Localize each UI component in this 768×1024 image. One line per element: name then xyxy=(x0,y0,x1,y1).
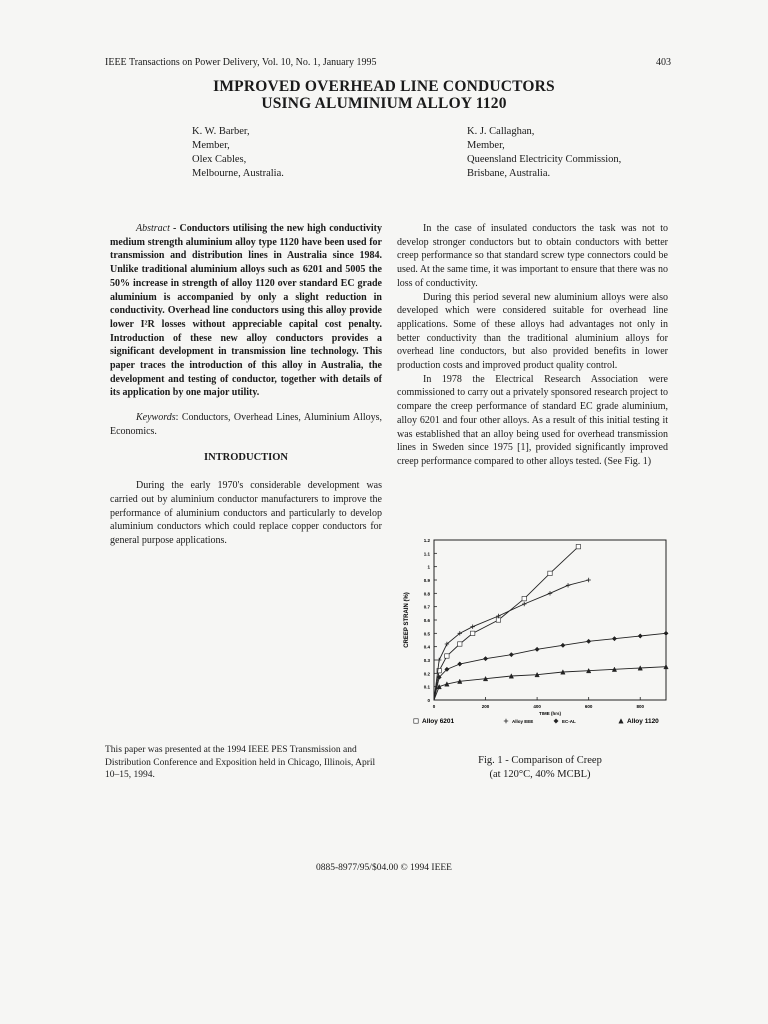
left-column xyxy=(110,222,382,548)
data-point xyxy=(483,656,487,660)
data-point xyxy=(586,639,590,643)
data-point xyxy=(522,602,526,606)
author-org: Olex Cables, xyxy=(192,154,247,165)
author-block-1 xyxy=(192,125,284,181)
abstract-text: - Conductors utilising the new high conductivity medium strength aluminium alloy type 1120 have been used for transmission and distribution lines in Australia since 1984. Unlike traditional aluminium alloys such as 6201 and 5005 the 50% increase in strength of alloy 1120 over standard EC grade aluminium is accompanied by only a slight reduction in conductivity. Overhead line conductors using this alloy provide lower I²R losses without appreciable capital cost penalty. Introduction of these new alloy conductors provides a significant development in transmission line technology. This paper traces the introduction of this alloy in Australia, the development and testing of conductor, together with details of its application by one major utility. xyxy=(110,223,382,399)
author-org: Queensland Electricity Commission, xyxy=(467,154,622,165)
data-point xyxy=(496,618,500,622)
paragraph-era-testing: In 1978 the Electrical Research Association were commissioned to carry out a privately sponsored research project to compare the creep performance of standard EC grade aluminium, alloy 6201 and four other alloys. As a result of this initial testing it was established that an alloy being used for overhead transmission lines in Sweden since 1975 [1], provided significantly improved creep performance compared to other alloys tested. (See Fig. 1) xyxy=(397,373,668,467)
series-line-alloy-1120 xyxy=(434,667,666,700)
legend-entry: EC-AL xyxy=(562,719,576,724)
title-line-1: IMPROVED OVERHEAD LINE CONDUCTORS xyxy=(213,78,555,95)
author-grade: Member, xyxy=(192,140,230,151)
data-point xyxy=(664,631,668,635)
author-grade: Member, xyxy=(467,140,505,151)
data-point xyxy=(548,591,552,595)
running-header xyxy=(105,57,671,68)
y-tick-label: 0.9 xyxy=(423,578,430,583)
abstract-label: Abstract xyxy=(136,223,170,234)
series-line-ec-al xyxy=(434,633,666,700)
x-axis-label: TIME (hrs) xyxy=(539,711,561,716)
copyright-line: 0885-8977/95/$04.00 © 1994 IEEE xyxy=(316,863,452,873)
keywords xyxy=(110,411,382,438)
data-point xyxy=(445,654,449,658)
author-block-2 xyxy=(467,125,621,181)
section-heading-introduction: INTRODUCTION xyxy=(203,451,288,463)
x-tick-label: 0 xyxy=(432,704,436,709)
series-line-alloy-6201 xyxy=(434,547,578,700)
y-tick-label: 0 xyxy=(427,698,430,703)
journal-citation: IEEE Transactions on Power Delivery, Vol. 10, No. 1, January 1995 xyxy=(105,57,377,68)
data-point xyxy=(470,631,474,635)
paragraph-insulated-conductors: In the case of insulated conductors the task was not to develop stronger conductors but to obtain conductors with better creep performance so that standard screw type connectors could be used. At the same time, it was important to ensure that there was no loss of conductivity. xyxy=(397,223,668,289)
y-tick-label: 0.7 xyxy=(423,604,430,610)
footnote: This paper was presented at the 1994 IEEE PES Transmission and Distribution Conference and Exposition held in Chicago, Illinois, April 10–15, 1994. xyxy=(105,745,376,780)
data-point xyxy=(548,571,552,575)
y-tick-label: 1.2 xyxy=(423,538,430,543)
data-point xyxy=(576,544,580,548)
y-axis-label: CREEP STRAIN (%) xyxy=(404,592,410,648)
creep-chart xyxy=(396,530,676,735)
data-point xyxy=(566,583,570,587)
y-tick-label: 1 xyxy=(427,564,430,570)
paper-title xyxy=(0,78,768,112)
x-tick-label: 200 xyxy=(481,704,490,709)
x-tick-label: 600 xyxy=(584,704,593,709)
y-tick-label: 1.1 xyxy=(423,551,430,557)
author-name: K. W. Barber, xyxy=(192,126,250,137)
y-tick-label: 0.4 xyxy=(423,644,430,650)
title-line-2: USING ALUMINIUM ALLOY 1120 xyxy=(261,95,507,112)
legend-entry: Alloy 6201 xyxy=(422,718,455,725)
y-tick-label: 0.3 xyxy=(423,658,430,663)
plot-frame xyxy=(434,540,666,700)
y-tick-label: 0.8 xyxy=(423,591,430,597)
author-name: K. J. Callaghan, xyxy=(467,126,535,137)
data-point xyxy=(586,578,590,582)
abstract xyxy=(110,222,382,400)
y-tick-label: 0.1 xyxy=(423,684,430,690)
figure-caption xyxy=(440,754,640,782)
y-tick-label: 0.6 xyxy=(423,618,430,623)
data-point xyxy=(535,647,539,651)
data-point xyxy=(414,719,418,723)
right-column xyxy=(397,222,668,469)
author-place: Melbourne, Australia. xyxy=(192,168,284,179)
data-point xyxy=(458,642,462,646)
data-point xyxy=(504,719,508,723)
data-point xyxy=(612,636,616,640)
introduction-paragraph: During the early 1970's considerable development was carried out by aluminium conductor manufacturers to improve the performance of aluminium conductors and particularly to develop aluminium conductors which could replace copper conductors for general purpose applications. xyxy=(110,480,382,547)
legend-entry: Alloy EEE xyxy=(512,719,534,724)
x-tick-label: 800 xyxy=(636,704,644,709)
author-place: Brisbane, Australia. xyxy=(467,168,551,179)
y-tick-label: 0.2 xyxy=(423,671,430,677)
data-point xyxy=(437,658,441,662)
data-point xyxy=(638,634,642,638)
data-point xyxy=(470,624,474,628)
paragraph-new-alloys: During this period several new aluminium alloys were also developed which were considered suitable for overhead line applications. Some of these alloys had advantages not only in better conductivity than the traditional aluminium alloys for overhead line conductors, but also provided benefits in lower production costs and improved product quality control. xyxy=(397,291,668,372)
caption-line-2: (at 120°C, 40% MCBL) xyxy=(489,769,591,780)
page-number: 403 xyxy=(656,57,671,68)
data-point xyxy=(458,662,462,666)
keywords-text: : Conductors, Overhead Lines, Aluminium Alloys, Economics. xyxy=(110,412,382,437)
data-point xyxy=(522,596,526,600)
legend-entry: Alloy 1120 xyxy=(627,718,659,725)
keywords-label: Keywords xyxy=(136,412,176,424)
data-point xyxy=(509,652,513,656)
data-point xyxy=(554,719,558,723)
data-point xyxy=(619,719,623,723)
x-tick-label: 400 xyxy=(533,704,541,709)
data-point xyxy=(561,643,565,647)
caption-line-1: Fig. 1 - Comparison of Creep xyxy=(478,755,602,766)
y-tick-label: 0.5 xyxy=(423,631,430,637)
